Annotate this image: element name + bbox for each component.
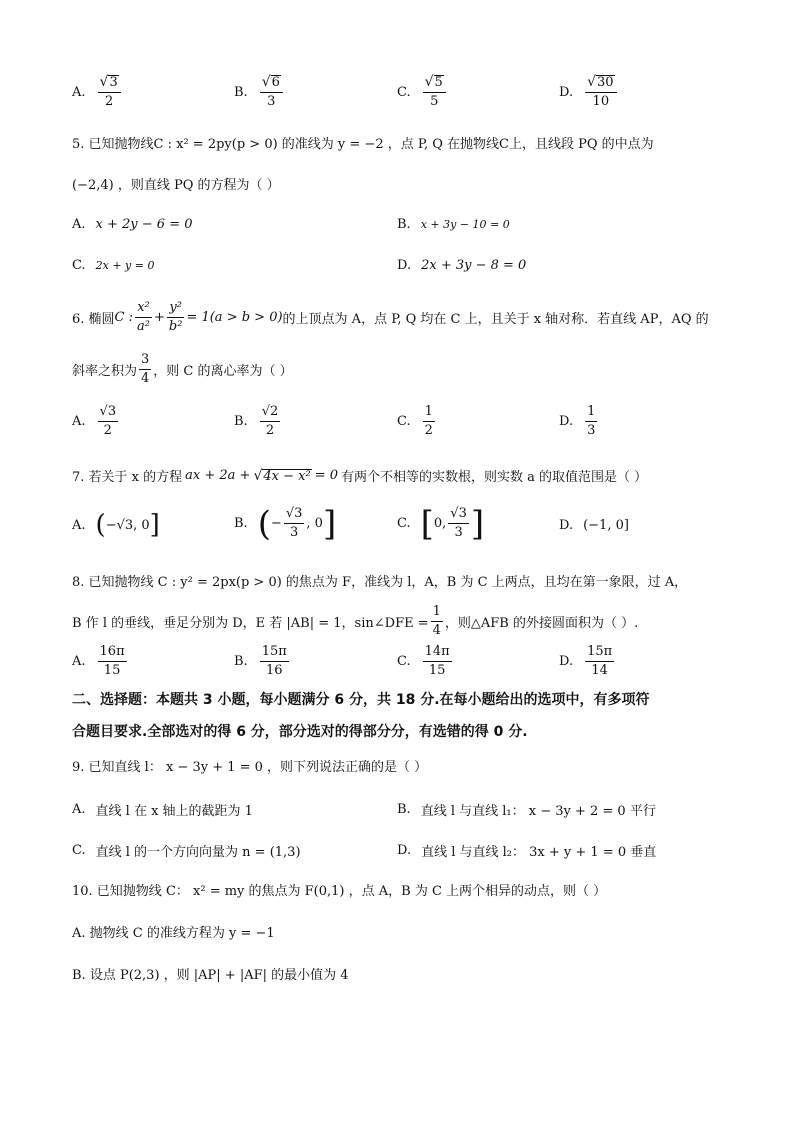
option-label: B. (234, 84, 248, 100)
q6-option-c: C. $\frac{1}{2}$ (397, 404, 433, 438)
q10-stem: 10. 已知抛物线 C： x² = my 的焦点为 F(0,1) ，点 A，B 为 C 上两个相异的动点，则（ ） (72, 884, 607, 899)
q7-option-a: A. ( −√3, 0 ] (72, 510, 160, 540)
q6-stem-line2: 斜率之积为 $\frac{3}{4}$ ，则 C 的离心率为（ ） (72, 352, 293, 386)
q8-option-b: B. $\frac{15\pi}{16}$ (234, 644, 287, 678)
q4-option-b (234, 74, 285, 110)
numerator: √ 6 (260, 74, 283, 93)
q5-stem-line2: (−2,4) ，则直线 PQ 的方程为（ ） (72, 178, 280, 193)
option-label: C. (397, 84, 411, 100)
q5-option-b: B. x + 3y − 10 = 0 (397, 217, 510, 232)
section2-header-line2: 合题目要求.全部选对的得 6 分，部分选对的得部分分，有选错的得 0 分. (72, 724, 528, 740)
denominator: 5 (430, 94, 439, 109)
q10-option-b: B. 设点 P(2,3) ，则 |AP| + |AF| 的最小值为 4 (72, 968, 349, 983)
q5-stem-line1: 5. 已知抛物线C : x² = 2py(p > 0) 的准线为 y = −2 ，点 P, Q 在抛物线C上，且线段 PQ 的中点为 (72, 137, 654, 152)
q7-option-b: B. ( − $\frac{√3}{3}$ , 0 ] (234, 503, 337, 544)
fraction (585, 74, 616, 110)
q6-option-a: A. $\frac{√3}{2}$ (72, 404, 117, 438)
q8-option-c: C. $\frac{14\pi}{15}$ (397, 644, 450, 678)
numerator: √ 30 (585, 74, 616, 93)
q8-option-a: A. $\frac{16\pi}{15}$ (72, 644, 125, 678)
q8-option-d: D. $\frac{15\pi}{14}$ (559, 644, 613, 678)
denominator: 10 (592, 94, 610, 109)
q6-option-b: B. $\frac{√2}{2}$ (234, 404, 279, 438)
q4-option-c (397, 74, 448, 110)
q5-option-c: C. 2x + y = 0 (72, 258, 155, 273)
option-label: A. (72, 84, 86, 100)
q10-option-a: A. 抛物线 C 的准线方程为 y = −1 (72, 926, 275, 941)
denominator: 3 (267, 94, 276, 109)
q7-stem: 7. 若关于 x 的方程 ax + 2a + √ 4x − x² = 0 有两个不相等的实数根，则实数 a 的取值范围是（ ） (72, 467, 648, 485)
numerator: √ 3 (98, 74, 121, 93)
fraction: $\frac{3}{4}$ (141, 352, 150, 386)
q8-stem-line2: B 作 l 的垂线，垂足分别为 D，E 若 |AB| = 1，sin∠DFE = $\frac{1}{4}$ ，则△AFB 的外接圆面积为（ ）. (72, 604, 639, 638)
section2-header-line1: 二、选择题：本题共 3 小题，每小题满分 6 分，共 18 分.在每小题给出的选项中，有多项符 (72, 692, 650, 708)
q7-option-c: C. [ 0, $\frac{√3}{3}$ ] (397, 503, 485, 544)
q6-stem-line1: 6. 椭圆 C : $\frac{\text{x²}}{\text{a²}}$ + $\frac{\text{y²}}{\text{b²}}$ = 1(a > b > 0) 的上顶点为 A，点 P, Q 均在 C 上，且关于 x 轴对称．若直线 AP，AQ 的 (72, 300, 709, 334)
fraction (98, 74, 121, 110)
q9-stem: 9. 已知直线 l： x − 3y + 1 = 0 ，则下列说法正确的是（ ） (72, 760, 428, 775)
q5-option-d: D. 2x + 3y − 8 = 0 (397, 258, 527, 273)
q9-option-c: C. 直线 l 的一个方向向量为 n = (1,3) (72, 843, 301, 860)
fraction: $\frac{\text{y²}}{\text{b²}}$ (168, 300, 183, 334)
q5-option-a: A. x + 2y − 6 = 0 (72, 217, 193, 232)
q8-stem-line1: 8. 已知抛物线 C : y² = 2px(p > 0) 的焦点为 F，准线为 l，A，B 为 C 上两点，且均在第一象限，过 A， (72, 575, 688, 590)
fraction: $\frac{\text{x²}}{\text{a²}}$ (137, 300, 150, 334)
q9-option-a: A. 直线 l 在 x 轴上的截距为 1 (72, 802, 253, 819)
q6-option-d: D. $\frac{1}{3}$ (559, 404, 596, 438)
option-label: D. (559, 84, 574, 100)
q9-option-d: D. 直线 l 与直线 l₂： 3x + y + 1 = 0 垂直 (397, 843, 657, 860)
q9-option-b: B. 直线 l 与直线 l₁： x − 3y + 2 = 0 平行 (397, 802, 656, 819)
q7-option-d: D. (−1, 0] (559, 518, 629, 533)
q4-option-d (559, 74, 619, 110)
q4-option-a (72, 74, 123, 110)
denominator: 2 (104, 94, 114, 109)
numerator: √ 5 (423, 74, 446, 93)
fraction (423, 74, 446, 110)
fraction (260, 74, 283, 110)
